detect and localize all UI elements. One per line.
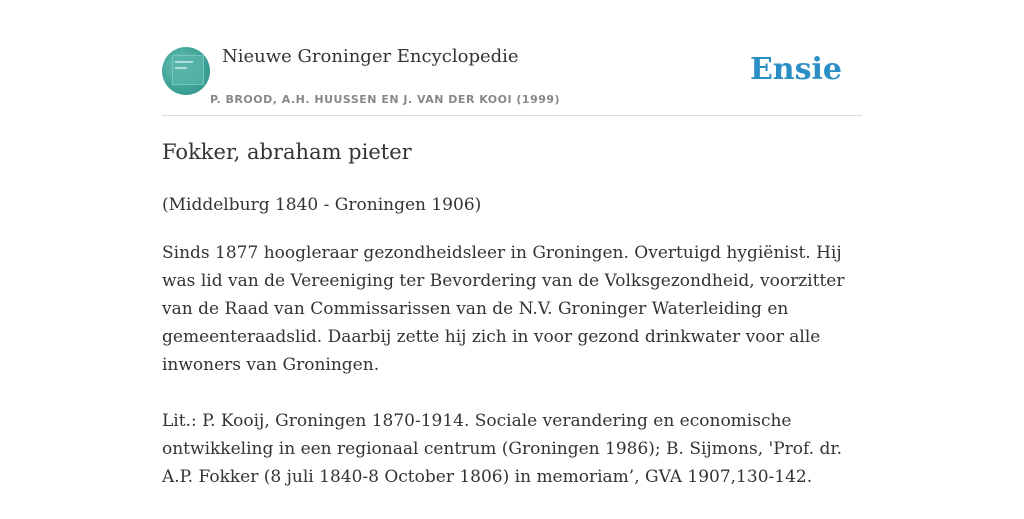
entry-literature: Lit.: P. Kooij, Groningen 1870-1914. Sociale verandering en economische ontwikkeling in een regionaal centrum (Groningen 1986); B. Sijmons, 'Prof. dr. A.P. Fokker (8 juli 1840-8 October 1806) in memoriam’, GVA 1907,130-142. (162, 411, 843, 487)
entry-title: Fokker, abraham pieter (162, 140, 412, 164)
logo-line (175, 67, 187, 69)
logo-inner-shape (172, 55, 204, 85)
entry-body (162, 239, 862, 519)
entry-paragraph: Sinds 1877 hoogleraar gezondheidsleer in Groningen. Overtuigd hygiënist. Hij was lid van de Vereeniging ter Bevordering van de Volksgezondheid, voorzitter van de Raad van Commissarissen van de N.V. Groninger Waterleiding en gemeenteraadslid. Daarbij zette hij zich in voor gezond drinkwater voor alle inwoners van Groningen. (162, 243, 845, 375)
book-cover-logo-icon[interactable] (162, 47, 210, 95)
ensie-brand-logo[interactable]: Ensie (749, 52, 842, 87)
entry-subtitle: (Middelburg 1840 - Groningen 1906) (162, 195, 482, 215)
book-authors: P. BROOD, A.H. HUUSSEN EN J. VAN DER KOOI (1999) (210, 93, 561, 106)
page-header (162, 46, 862, 116)
book-title[interactable]: Nieuwe Groninger Encyclopedie (222, 46, 519, 67)
logo-line (175, 61, 193, 63)
